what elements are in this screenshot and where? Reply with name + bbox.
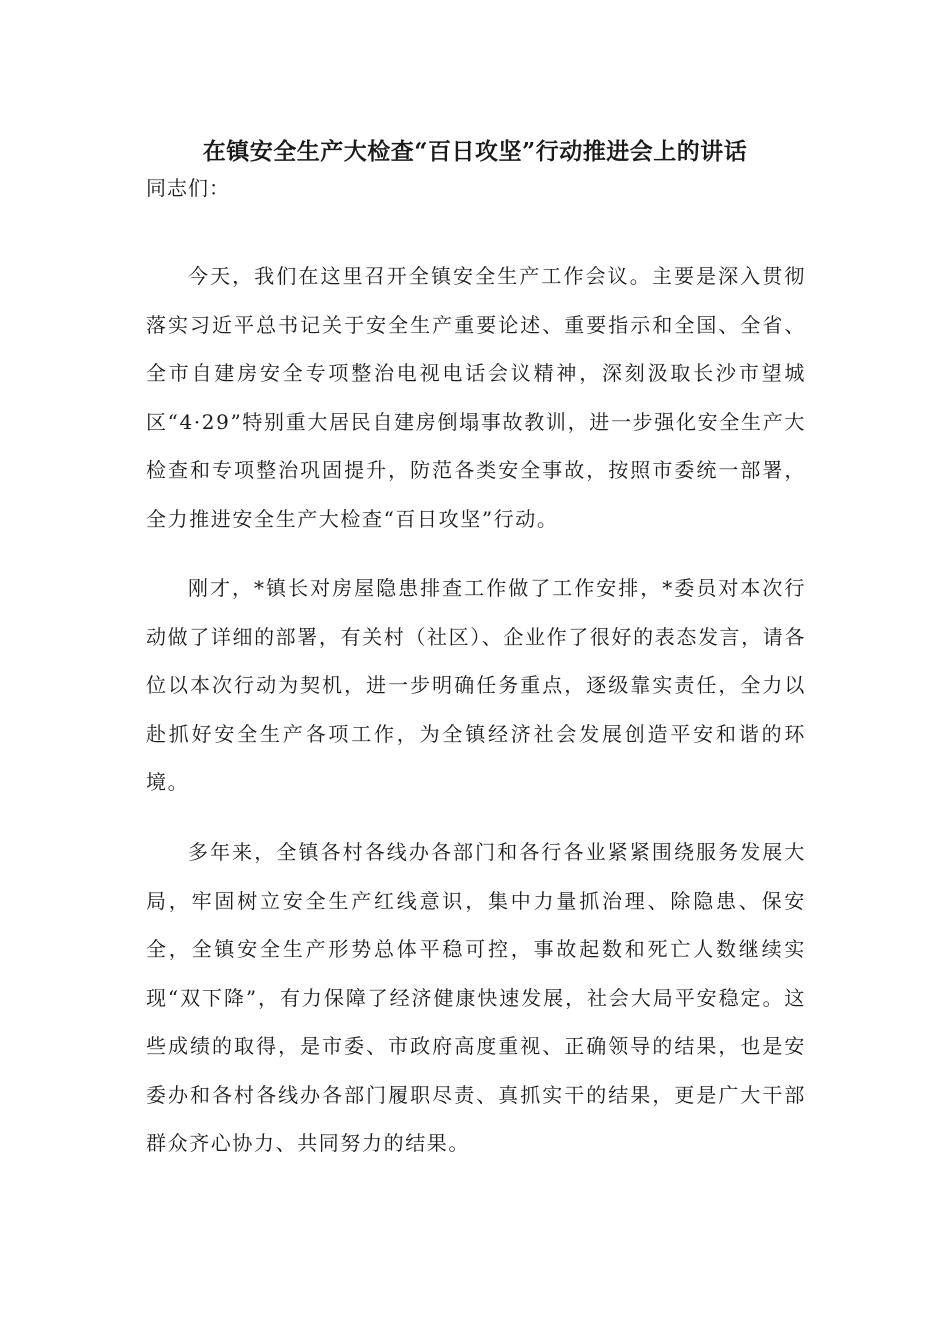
paragraph-2: 刚才，*镇长对房屋隐患排查工作做了工作安排，*委员对本次行动做了详细的部署，有关村（社区）、企业作了很好的表态发言，请各位以本次行动为契机，进一步明确任务重点，逐级靠实责任，全力以赴抓好安全生产各项工作，为全镇经济社会发展创造平安和谐的环境。	[146, 576, 806, 794]
paragraph-3: 多年来，全镇各村各线办各部门和各行各业紧紧围绕服务发展大局，牢固树立安全生产红线意识，集中力量抓治理、除隐患、保安全，全镇安全生产形势总体平稳可控，事故起数和死亡人数继续实现“双下降”，有力保障了经济健康快速发展，社会大局平安稳定。这些成绩的取得，是市委、市政府高度重视、正确领导的结果，也是安委办和各村各线办各部门履职尽责、真抓实干的结果，更是广大干部群众齐心协力、共同努力的结果。	[146, 840, 806, 1155]
salutation: 同志们：	[146, 176, 230, 200]
paragraph-1: 今天，我们在这里召开全镇安全生产工作会议。主要是深入贯彻落实习近平总书记关于安全生产重要论述、重要指示和全国、全省、全市自建房安全专项整治电视电话会议精神，深刻汲取长沙市望城区“4·29”特别重大居民自建房倒塌事故教训，进一步强化安全生产大检查和专项整治巩固提升，防范各类安全事故，按照市委统一部署，全力推进安全生产大检查“百日攻坚”行动。	[146, 264, 806, 531]
document-title: 在镇安全生产大检查“百日攻坚”行动推进会上的讲话	[202, 138, 748, 165]
